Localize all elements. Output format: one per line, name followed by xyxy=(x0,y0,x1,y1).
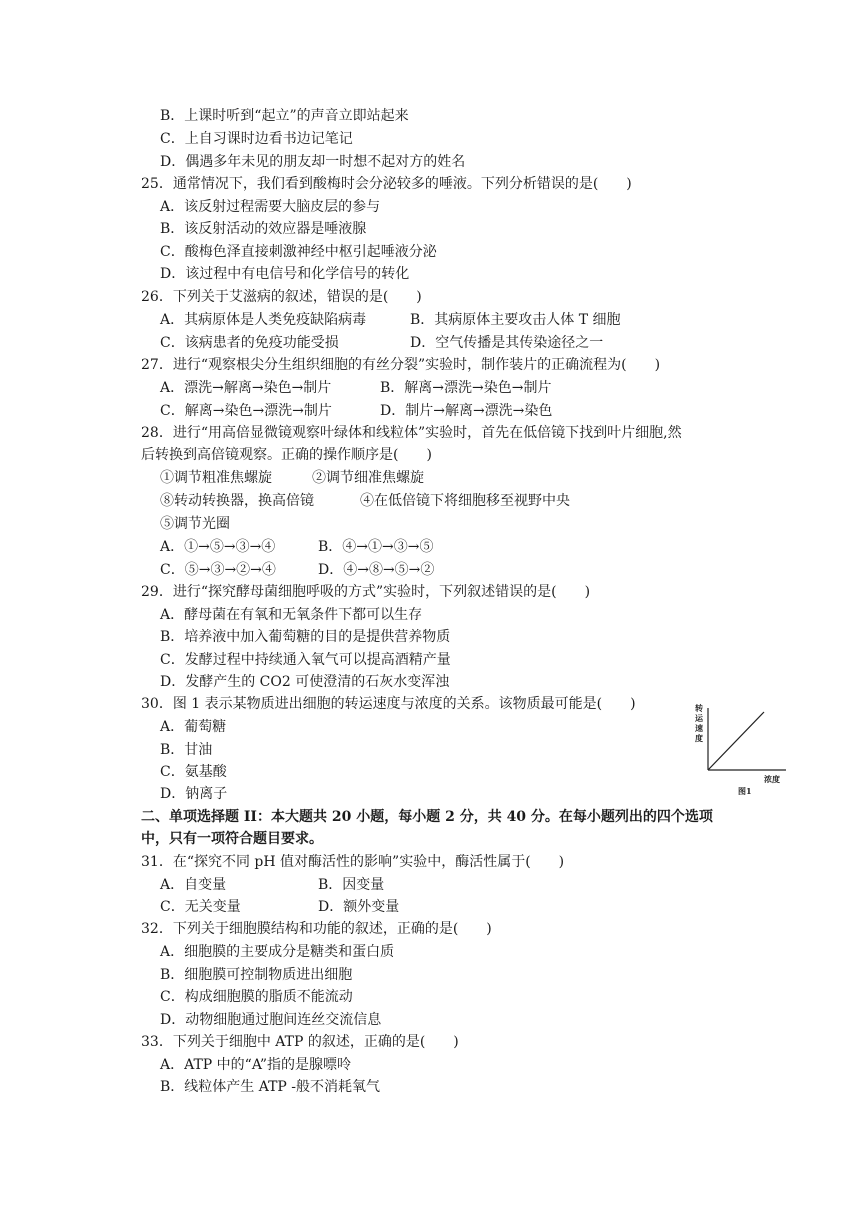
q29-option-b: B．培养液中加入葡萄糖的目的是提供营养物质 xyxy=(160,629,451,645)
x-axis-label: 浓度 xyxy=(764,774,780,784)
q27-option-a: A．漂洗→解离→染色→制片 xyxy=(160,380,332,396)
y-axis-label-char: 转 xyxy=(695,703,703,713)
q31-option-a: A．自变量 xyxy=(160,877,227,893)
q32-option-c: C．构成细胞膜的脂质不能流动 xyxy=(160,989,353,1005)
q25-option-a: A．该反射过程需要大脑皮层的参与 xyxy=(160,199,381,215)
q30-option-b: B．甘油 xyxy=(160,742,213,758)
q24-option-b: B．上课时听到“起立”的声音立即站起来 xyxy=(160,108,409,124)
q28-stem: 28．进行“用高倍显微镜观察叶绿体和线粒体”实验时，首先在低倍镜下找到叶片细胞,然 xyxy=(141,425,682,441)
y-axis-label-char: 运 xyxy=(695,713,703,723)
q29-option-a: A．酵母菌在有氧和无氧条件下都可以生存 xyxy=(160,607,423,623)
q31-option-c: C．无关变量 xyxy=(160,899,241,915)
y-axis-label-char: 速 xyxy=(695,723,703,733)
q29-option-d: D．发酵产生的 CO2 可使澄清的石灰水变浑浊 xyxy=(160,674,450,690)
q25-option-c: C．酸梅色泽直接刺激神经中枢引起唾液分泌 xyxy=(160,244,437,260)
q26-option-a: A．其病原体是人类免疫缺陷病毒 xyxy=(160,312,367,328)
q28-step-5: ⑤调节光圈 xyxy=(160,516,230,532)
q24-option-d: D．偶遇多年未见的朋友却一时想不起对方的姓名 xyxy=(160,154,466,170)
q32-stem: 32．下列关于细胞膜结构和功能的叙述，正确的是( ) xyxy=(141,921,492,937)
q30-option-d: D．钠离子 xyxy=(160,786,228,802)
q28-step-3: ⑧转动转换器，换高倍镜 xyxy=(160,493,314,509)
q33-option-a: A．ATP 中的“A”指的是腺嘌呤 xyxy=(160,1057,352,1073)
q28-step-4: ④在低倍镜下将细胞移至视野中央 xyxy=(360,493,570,509)
q29-option-c: C．发酵过程中持续通入氧气可以提高酒精产量 xyxy=(160,652,451,668)
figure-caption: 图1 xyxy=(738,786,752,796)
q33-stem: 33．下列关于细胞中 ATP 的叙述，正确的是( ) xyxy=(141,1034,459,1050)
q25-option-d: D．该过程中有电信号和化学信号的转化 xyxy=(160,266,410,282)
q28-option-b: B．④→①→③→⑤ xyxy=(318,539,434,555)
q29-stem: 29．进行“探究酵母菌细胞呼吸的方式”实验时，下列叙述错误的是( ) xyxy=(141,584,591,600)
q30-option-c: C．氨基酸 xyxy=(160,764,227,780)
q25-stem: 25．通常情况下，我们看到酸梅时会分泌较多的唾液。下列分析错误的是( ) xyxy=(141,176,632,192)
q33-option-b: B．线粒体产生 ATP -般不消耗氧气 xyxy=(160,1079,381,1095)
section-2-heading-cont: 中，只有一项符合题目要求。 xyxy=(141,831,323,847)
q30-stem: 30．图 1 表示某物质进出细胞的转运速度与浓度的关系。该物质最可能是( ) xyxy=(141,696,636,712)
q24-option-c: C．上自习课时边看书边记笔记 xyxy=(160,131,353,147)
q32-option-a: A．细胞膜的主要成分是糖类和蛋白质 xyxy=(160,944,395,960)
q26-option-d: D．空气传播是其传染途径之一 xyxy=(410,335,604,351)
q25-option-b: B．该反射活动的效应器是唾液腺 xyxy=(160,221,367,237)
q31-option-d: D．额外变量 xyxy=(318,899,400,915)
q32-option-d: D．动物细胞通过胞间连丝交流信息 xyxy=(160,1012,382,1028)
q26-option-b: B．其病原体主要攻击人体 T 细胞 xyxy=(410,312,621,328)
rate-line xyxy=(708,712,764,770)
q28-option-c: C．⑤→③→②→④ xyxy=(160,562,276,578)
q28-stem-cont: 后转换到高倍镜观察。正确的操作顺序是( ) xyxy=(141,447,432,463)
q27-option-b: B．解离→漂洗→染色→制片 xyxy=(380,380,552,396)
q28-option-d: D．④→⑧→⑤→② xyxy=(318,562,435,578)
q27-option-c: C．解离→染色→漂洗→制片 xyxy=(160,403,332,419)
q28-step-2: ②调节细准焦螺旋 xyxy=(312,470,424,486)
q26-stem: 26．下列关于艾滋病的叙述，错误的是( ) xyxy=(141,289,422,305)
y-axis-label-char: 度 xyxy=(695,733,703,743)
section-2-heading: 二、单项选择题 II：本大题共 20 小题，每小题 2 分，共 40 分。在每小题列出的四个选项 xyxy=(141,809,713,825)
q28-option-a: A．①→⑤→③→④ xyxy=(160,539,276,555)
q32-option-b: B．细胞膜可控制物质进出细胞 xyxy=(160,967,353,983)
q30-option-a: A．葡萄糖 xyxy=(160,719,227,735)
figure-1-graph xyxy=(690,700,790,800)
q28-step-1: ①调节粗准焦螺旋 xyxy=(160,470,272,486)
q27-option-d: D．制片→解离→漂洗→染色 xyxy=(380,403,553,419)
q31-stem: 31．在“探究不同 pH 值对酶活性的影响”实验中，酶活性属于( ) xyxy=(141,854,565,870)
q27-stem: 27．进行“观察根尖分生组织细胞的有丝分裂”实验时，制作装片的正确流程为( ) xyxy=(141,357,661,373)
q31-option-b: B．因变量 xyxy=(318,877,385,893)
q26-option-c: C．该病患者的免疫功能受损 xyxy=(160,335,339,351)
